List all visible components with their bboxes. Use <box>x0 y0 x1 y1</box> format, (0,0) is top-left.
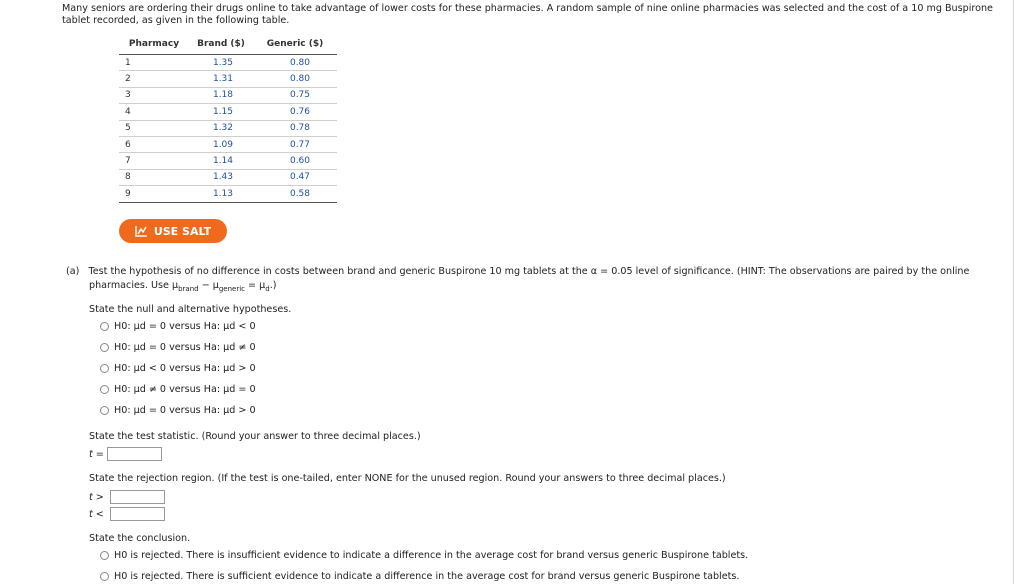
price-table <box>119 37 337 203</box>
header-brand: Brand ($) <box>189 37 253 55</box>
cell-pharmacy: 2 <box>119 71 189 87</box>
test-statistic-input[interactable] <box>107 447 162 461</box>
cell-generic: 0.76 <box>253 104 337 120</box>
table-row <box>119 55 337 71</box>
radio-button[interactable] <box>100 364 109 373</box>
hypothesis-option-text: H0: μd ≠ 0 versus Ha: μd = 0 <box>114 384 256 395</box>
table-row <box>119 136 337 152</box>
cell-pharmacy: 7 <box>119 153 189 169</box>
cell-brand: 1.32 <box>189 120 253 136</box>
conclusion-option-1[interactable] <box>100 550 748 561</box>
cell-brand: 1.15 <box>189 104 253 120</box>
hypothesis-option-text: H0: μd = 0 versus Ha: μd < 0 <box>114 321 256 332</box>
cell-brand: 1.09 <box>189 136 253 152</box>
conclusion-option-text: H0 is rejected. There is insufficient evidence to indicate a difference in the average cost for brand versus generic Buspirone tablets. <box>114 550 749 561</box>
cell-pharmacy: 1 <box>119 55 189 71</box>
cell-pharmacy: 8 <box>119 169 189 185</box>
cell-pharmacy: 4 <box>119 104 189 120</box>
cell-generic: 0.78 <box>253 120 337 136</box>
t-less-label: t < <box>89 509 104 520</box>
cell-brand: 1.31 <box>189 71 253 87</box>
cell-generic: 0.60 <box>253 153 337 169</box>
rejection-upper-input[interactable] <box>110 490 165 504</box>
rejection-region-prompt: State the rejection region. (If the test is one-tailed, enter NONE for the unused region. Round your answers to three decimal places.) <box>89 473 726 484</box>
radio-button[interactable] <box>100 572 109 581</box>
conclusion-prompt: State the conclusion. <box>89 533 191 544</box>
part-a-end: .) <box>269 280 277 291</box>
t-equals-label: t = <box>89 449 104 460</box>
rejection-lower-input[interactable] <box>110 507 165 521</box>
cell-generic: 0.80 <box>253 71 337 87</box>
conclusion-option-text: H0 is rejected. There is sufficient evidence to indicate a difference in the average cost for brand versus generic Buspirone tablets. <box>114 571 740 582</box>
part-a-eq: = μ <box>245 280 266 291</box>
cell-pharmacy: 5 <box>119 120 189 136</box>
header-pharmacy: Pharmacy <box>119 37 189 55</box>
sub-brand: brand <box>178 284 199 293</box>
hypothesis-option-text: H0: μd < 0 versus Ha: μd > 0 <box>114 363 256 374</box>
cell-brand: 1.35 <box>189 55 253 71</box>
t-greater-label: t > <box>89 492 104 503</box>
radio-button[interactable] <box>100 551 109 560</box>
table-row <box>119 153 337 169</box>
hypotheses-prompt: State the null and alternative hypotheses. <box>89 304 292 315</box>
table-row <box>119 186 337 202</box>
cell-generic: 0.58 <box>253 186 337 202</box>
part-a-text-line2: pharmacies. Use μ <box>89 280 179 291</box>
cell-brand: 1.43 <box>189 169 253 185</box>
radio-button[interactable] <box>100 322 109 331</box>
part-a-question <box>66 265 1006 296</box>
cell-generic: 0.75 <box>253 87 337 103</box>
cell-pharmacy: 6 <box>119 136 189 152</box>
cell-generic: 0.77 <box>253 136 337 152</box>
hypothesis-option-3[interactable] <box>100 363 256 374</box>
hypothesis-option-text: H0: μd = 0 versus Ha: μd ≠ 0 <box>114 342 256 353</box>
radio-button[interactable] <box>100 343 109 352</box>
part-a-text-line1: Test the hypothesis of no difference in costs between brand and generic Buspirone 10 mg tablets at the α = 0.05 level of significance. (HINT: The observations are paired by the online <box>88 266 970 277</box>
radio-button[interactable] <box>100 385 109 394</box>
table-row <box>119 104 337 120</box>
use-salt-label: USE SALT <box>153 224 212 238</box>
conclusion-option-2[interactable] <box>100 571 739 582</box>
use-salt-button[interactable] <box>119 219 227 243</box>
table-row <box>119 120 337 136</box>
table-row <box>119 169 337 185</box>
part-a-minus: − μ <box>198 280 219 291</box>
cell-brand: 1.18 <box>189 87 253 103</box>
hypothesis-option-text: H0: μd = 0 versus Ha: μd > 0 <box>114 405 256 416</box>
hypothesis-option-4[interactable] <box>100 384 256 395</box>
sub-generic: generic <box>218 284 245 293</box>
hypothesis-option-5[interactable] <box>100 405 256 416</box>
sub-d: d <box>265 284 270 293</box>
salt-chart-icon <box>135 225 148 237</box>
hypothesis-option-1[interactable] <box>100 321 256 332</box>
cell-generic: 0.80 <box>253 55 337 71</box>
hypothesis-option-2[interactable] <box>100 342 256 353</box>
radio-button[interactable] <box>100 406 109 415</box>
problem-intro: Many seniors are ordering their drugs online to take advantage of lower costs for these pharmacies. A random sample of nine online pharmacies was selected and the cost of a 10 mg Buspirone tablet recorded, as given in the following table. <box>62 3 993 27</box>
part-a-label: (a) <box>66 266 80 277</box>
cell-pharmacy: 3 <box>119 87 189 103</box>
test-statistic-prompt: State the test statistic. (Round your answer to three decimal places.) <box>89 431 421 442</box>
cell-generic: 0.47 <box>253 169 337 185</box>
table-header-row <box>119 37 337 55</box>
cell-pharmacy: 9 <box>119 186 189 202</box>
frame-border <box>1013 0 1014 584</box>
table-row <box>119 87 337 103</box>
cell-brand: 1.14 <box>189 153 253 169</box>
table-row <box>119 71 337 87</box>
header-generic: Generic ($) <box>253 37 337 55</box>
cell-brand: 1.13 <box>189 186 253 202</box>
